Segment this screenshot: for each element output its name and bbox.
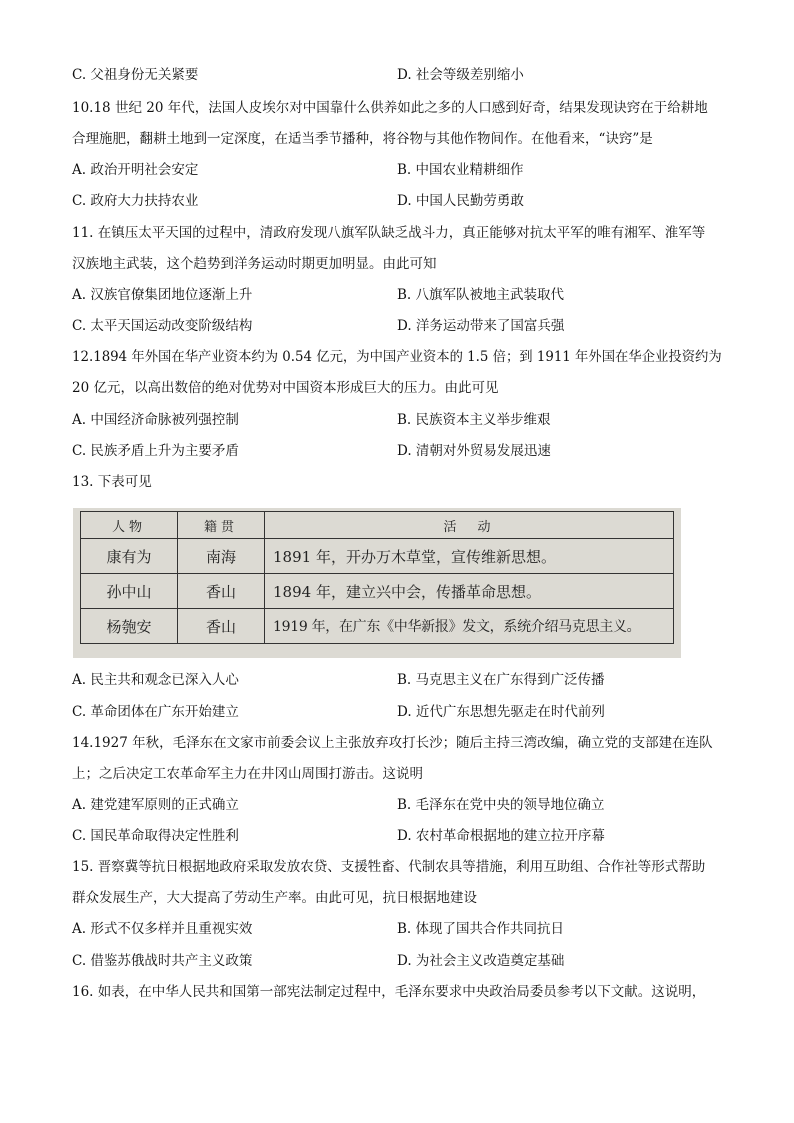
q13-table: [80, 511, 674, 644]
table-header-cell: 籍贯: [178, 512, 265, 539]
q14-stem-line2: 上；之后决定工农革命军主力在井冈山周围打游击。这说明: [72, 766, 423, 782]
q10-option-d: D. 中国人民勤劳勇敢: [397, 193, 524, 209]
q15-stem-line1: 15. 晋察冀等抗日根据地政府采取发放农贷、支援牲畜、代制农具等措施，利用互助组、合作社等形式帮助: [72, 859, 706, 875]
q9-option-c: C. 父祖身份无关紧要: [72, 67, 199, 83]
table-cell: 杨匏安: [81, 609, 178, 644]
q14-stem-line1: 14.1927 年秋，毛泽东在文家市前委会议上主张放弃攻打长沙；随后主持三湾改编，确立党的支部建在连队: [72, 735, 713, 751]
q9-option-d: D. 社会等级差别缩小: [397, 67, 524, 83]
q15-stem-line2: 群众发展生产，大大提高了劳动生产率。由此可见，抗日根据地建设: [72, 890, 477, 906]
q12-stem-line2: 20 亿元，以高出数倍的绝对优势对中国资本形成巨大的压力。由此可见: [72, 380, 499, 396]
table-cell: 南海: [178, 539, 265, 574]
table-cell: 孙中山: [81, 574, 178, 609]
q15-option-a: A. 形式不仅多样并且重视实效: [72, 921, 253, 937]
q12-stem-line1: 12.1894 年外国在华产业资本约为 0.54 亿元，为中国产业资本的 1.5 倍；到 1911 年外国在华企业投资约为: [72, 349, 722, 365]
table-row: [81, 574, 674, 609]
q11-option-a: A. 汉族官僚集团地位逐渐上升: [72, 287, 253, 303]
q11-stem-line1: 11. 在镇压太平天国的过程中，清政府发现八旗军队缺乏战斗力，真正能够对抗太平军的唯有湘军、淮军等: [72, 225, 706, 241]
q11-stem-line2: 汉族地主武装，这个趋势到洋务运动时期更加明显。由此可知: [72, 256, 437, 272]
q16-stem-line1: 16. 如表，在中华人民共和国第一部宪法制定过程中，毛泽东要求中央政治局委员参考以下文献。这说明，: [72, 984, 706, 1000]
q13-option-a: A. 民主共和观念已深入人心: [72, 672, 239, 688]
table-cell: 香山: [178, 574, 265, 609]
q14-option-d: D. 农村革命根据地的建立拉开序幕: [397, 828, 605, 844]
q10-option-c: C. 政府大力扶持农业: [72, 193, 199, 209]
table-cell: 1919 年，在广东《中华新报》发文，系统介绍马克思主义。: [265, 609, 674, 644]
q11-option-b: B. 八旗军队被地主武装取代: [397, 287, 565, 303]
q10-option-b: B. 中国农业精耕细作: [397, 162, 524, 178]
q14-option-a: A. 建党建军原则的正式确立: [72, 797, 239, 813]
q13-option-b: B. 马克思主义在广东得到广泛传播: [397, 672, 605, 688]
table-cell: 香山: [178, 609, 265, 644]
table-cell: 1891 年，开办万木草堂，宣传维新思想。: [265, 539, 674, 574]
q14-option-c: C. 国民革命取得决定性胜利: [72, 828, 239, 844]
table-header-cell: 人物: [81, 512, 178, 539]
q15-option-d: D. 为社会主义改造奠定基础: [397, 953, 565, 969]
table-cell: 1894 年，建立兴中会，传播革命思想。: [265, 574, 674, 609]
q15-option-b: B. 体现了国共合作共同抗日: [397, 921, 565, 937]
q10-stem-line1: 10.18 世纪 20 年代，法国人皮埃尔对中国靠什么供养如此之多的人口感到好奇，结果发现诀窍在于给耕地: [72, 100, 708, 116]
q13-option-c: C. 革命团体在广东开始建立: [72, 704, 239, 720]
table-header-cell: 活 动: [265, 512, 674, 539]
q13-stem: 13. 下表可见: [72, 474, 152, 490]
table-header-row: [81, 512, 674, 539]
table-row: [81, 539, 674, 574]
q11-option-c: C. 太平天国运动改变阶级结构: [72, 318, 253, 334]
q12-option-d: D. 清朝对外贸易发展迅速: [397, 443, 551, 459]
q13-table-photo: [73, 508, 681, 658]
q11-option-d: D. 洋务运动带来了国富兵强: [397, 318, 565, 334]
q10-stem-line2: 合理施肥，翻耕土地到一定深度，在适当季节播种，将谷物与其他作物间作。在他看来，“诀窍”是: [72, 131, 653, 147]
table-row: [81, 609, 674, 644]
q13-option-d: D. 近代广东思想先驱走在时代前列: [397, 704, 605, 720]
q12-option-b: B. 民族资本主义举步维艰: [397, 412, 551, 428]
q14-option-b: B. 毛泽东在党中央的领导地位确立: [397, 797, 605, 813]
q12-option-c: C. 民族矛盾上升为主要矛盾: [72, 443, 239, 459]
q10-option-a: A. 政治开明社会安定: [72, 162, 199, 178]
table-cell: 康有为: [81, 539, 178, 574]
q15-option-c: C. 借鉴苏俄战时共产主义政策: [72, 953, 253, 969]
q12-option-a: A. 中国经济命脉被列强控制: [72, 412, 239, 428]
